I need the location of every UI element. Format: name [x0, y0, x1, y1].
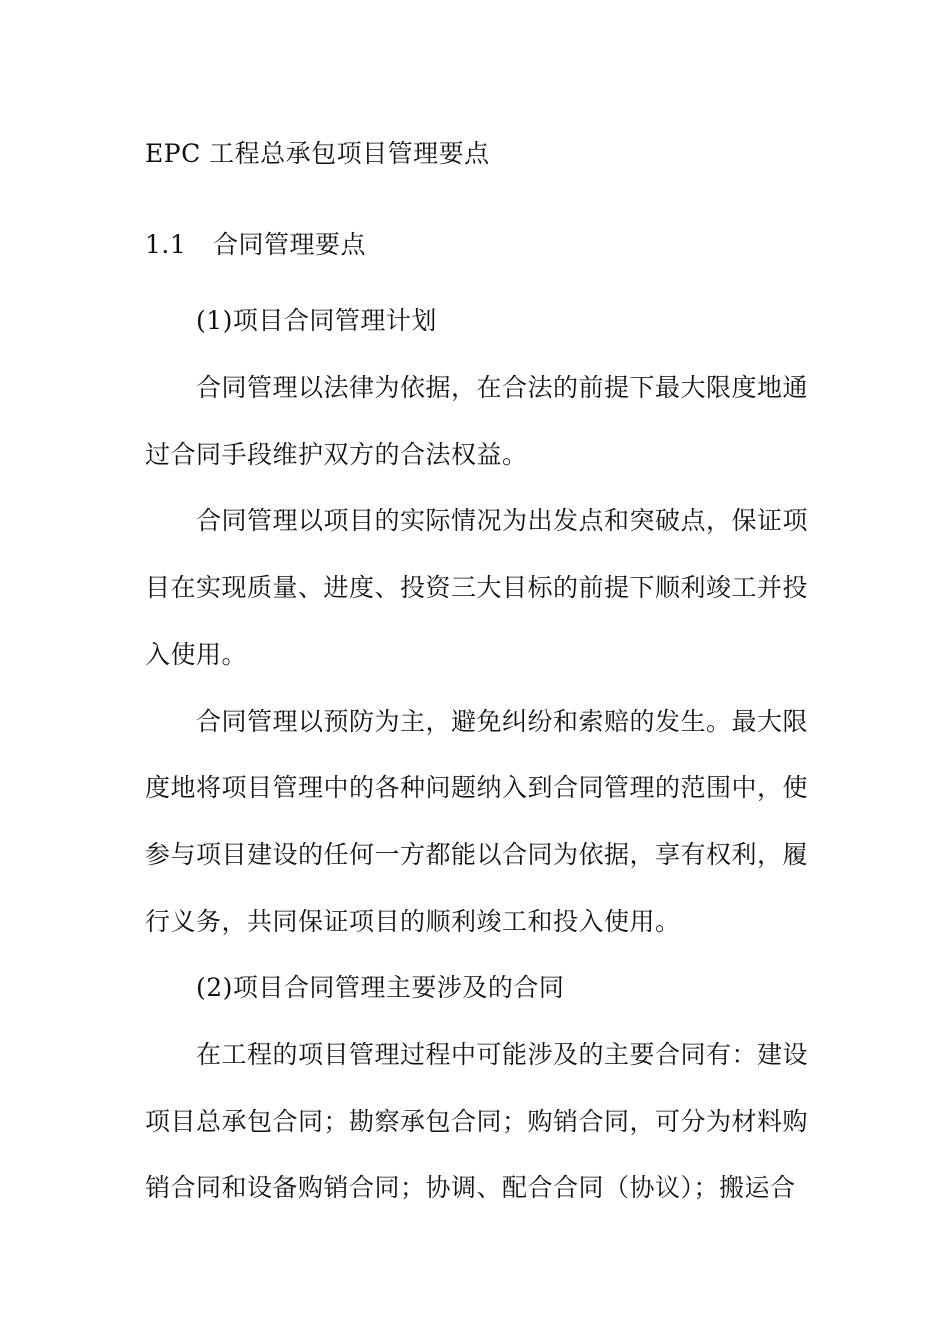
paragraph-line: 度地将项目管理中的各种问题纳入到合同管理的范围中，使 [145, 773, 809, 802]
paragraph-line: 合同管理以项目的实际情况为出发点和突破点，保证项 [196, 506, 809, 535]
paragraph-line: 参与项目建设的任何一方都能以合同为依据，享有权利，履 [145, 840, 809, 869]
paragraph-line: 合同管理以预防为主，避免纠纷和索赔的发生。最大限 [196, 707, 809, 736]
paragraph-line: 项目总承包合同；勘察承包合同；购销合同，可分为材料购 [145, 1107, 809, 1136]
paragraph-line: 合同管理以法律为依据，在合法的前提下最大限度地通 [196, 373, 809, 402]
subsection-heading: (1)项目合同管理计划 [196, 306, 437, 335]
paragraph-line: 在工程的项目管理过程中可能涉及的主要合同有：建设 [196, 1040, 809, 1069]
subsection-heading: (2)项目合同管理主要涉及的合同 [196, 973, 565, 1002]
section-title: 合同管理要点 [213, 230, 367, 259]
paragraph-line: 过合同手段维护双方的合法权益。 [145, 440, 528, 469]
paragraph-line: 入使用。 [145, 640, 248, 669]
section-number: 1.1 [145, 230, 187, 259]
section-heading [145, 229, 366, 261]
document-title: EPC 工程总承包项目管理要点 [145, 139, 490, 168]
paragraph-line: 行义务，共同保证项目的顺利竣工和投入使用。 [145, 907, 681, 936]
paragraph-line: 目在实现质量、进度、投资三大目标的前提下顺利竣工并投 [145, 573, 809, 602]
paragraph-line: 销合同和设备购销合同；协调、配合合同（协议）；搬运合 [145, 1173, 796, 1202]
